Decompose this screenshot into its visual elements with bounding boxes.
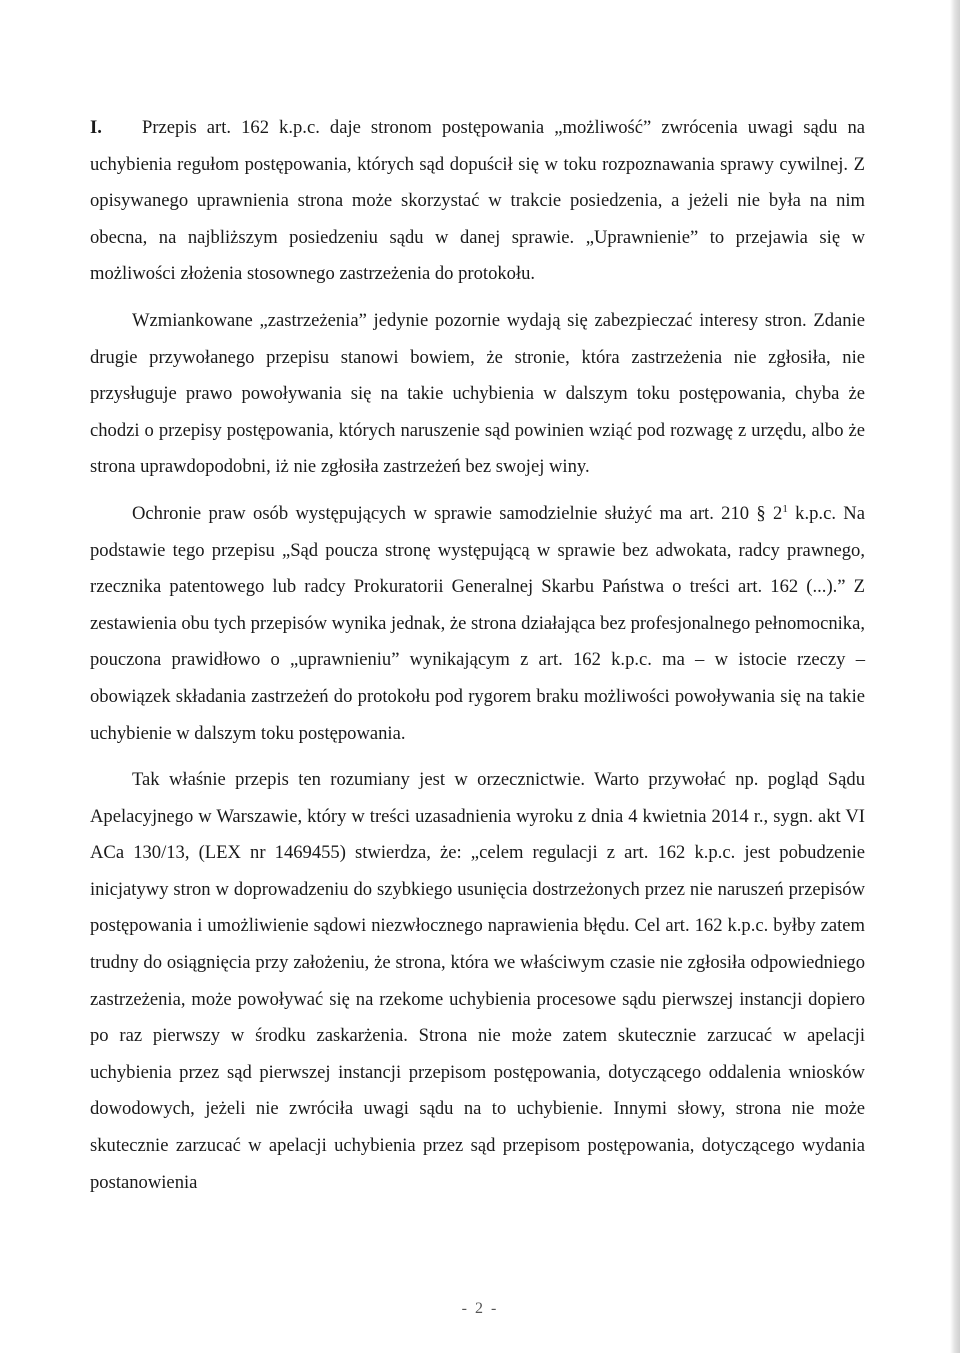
paragraph-3-text-after: k.p.c. Na podstawie tego przepisu „Sąd poucza stronę występującą w sprawie bez adwokata, radcy prawnego, rzecznika patentowego lub radcy Prokuratorii Generalnej Skarbu Państwa o treści art. 162 (...).” Z zestawienia obu tych przepisów wynika jednak, że strona działająca bez profesjonalnego pełnomocnika, pouczona prawidłowo o „uprawnieniu” wynikającym z art. 162 k.p.c. ma – w istocie rzeczy – obowiązek składania zastrzeżeń do protokołu pod rygorem braku możliwości powoływania się na takie uchybienie w dalszym toku postępowania. — [90, 502, 865, 744]
scan-edge — [950, 0, 960, 1353]
paragraph-3-text-before: Ochronie praw osób występujących w sprawie samodzielnie służyć ma art. 210 § 2 — [132, 502, 783, 524]
paragraph-2 — [90, 303, 865, 486]
paragraph-1-text: Przepis art. 162 k.p.c. daje stronom postępowania „możliwość” zwrócenia uwagi sądu na uchybienia regułom postępowania, których sąd dopuścił się w toku rozpoznawania sprawy cywilnej. Z opisywanego uprawnienia strona może skorzystać w trakcie posiedzenia, a jeżeli nie była na nim obecna, na najbliższym posiedzeniu sądu w danej sprawie. „Uprawnienie” to przejawia się w możliwości złożenia stosownego zastrzeżenia do protokołu. — [90, 117, 865, 285]
paragraph-3 — [90, 496, 865, 752]
document-body — [90, 110, 865, 1201]
paragraph-4-text: Tak właśnie przepis ten rozumiany jest w orzecznictwie. Warto przywołać np. pogląd Sądu Apelacyjnego w Warszawie, który w treści uzasadnienia wyroku z dnia 4 kwietnia 2014 r., sygn. akt VI ACa 130/13, (LEX nr 1469455) stwierdza, że: „celem regulacji z art. 162 k.p.c. jest pobudzenie inicjatywy stron w doprowadzeniu do szybkiego usunięcia dostrzeżonych przez nie naruszeń przepisów postępowania i umożliwienie sądowi niezwłocznego naprawienia błędu. Cel art. 162 k.p.c. byłby zatem trudny do osiągnięcia przy założeniu, że strona, która we właściwym czasie nie zgłosiła odpowiedniego zastrzeżenia, może powoływać się na rzekome uchybienia procesowe sądu pierwszej instancji dopiero po raz pierwszy w środku zaskarżenia. Strona nie może zatem skutecznie zarzucać w apelacji uchybienia przez sąd pierwszej instancji przepisom postępowania, dotyczącego oddalenia wniosków dowodowych, jeżeli nie zwróciła uwagi sądu na to uchybienie. Innymi słowy, strona nie może skutecznie zarzucać w apelacji uchybienia przez sąd przepisom postępowania, dotyczącego wydania postanowienia — [90, 769, 865, 1193]
superscript-one: 1 — [782, 502, 788, 515]
paragraph-4 — [90, 762, 865, 1201]
paragraph-1 — [90, 110, 865, 293]
paragraph-2-text: Wzmiankowane „zastrzeżenia” jedynie pozornie wydają się zabezpieczać interesy stron. Zdanie drugie przywołanego przepisu stanowi bowiem, że stronie, która zastrzeżenia nie zgłosiła, nie przysługuje prawo powoływania się na takie uchybienia w dalszym toku postępowania, chyba że chodzi o przepisy postępowania, których naruszenie sąd powinien wziąć pod rozwagę z urzędu, albo że strona uprawdopodobni, iż nie zgłosiła zastrzeżeń bez swojej winy. — [90, 309, 865, 478]
section-number: I. — [90, 117, 102, 138]
page-number: - 2 - — [461, 1300, 499, 1317]
